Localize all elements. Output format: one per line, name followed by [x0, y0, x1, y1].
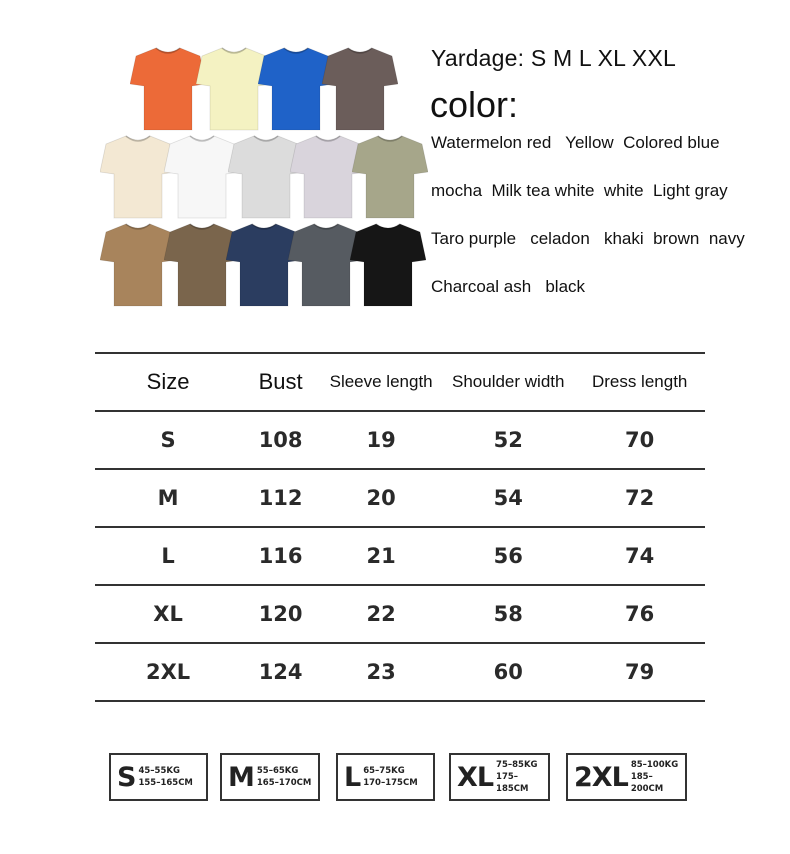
table-row: [95, 411, 705, 469]
cell-size: 2XL: [95, 643, 241, 701]
box-info: [631, 759, 679, 795]
tshirt-swatch-celadon: [352, 132, 428, 220]
weight-height-box-l: [336, 753, 435, 801]
cell-dress-length: 74: [574, 527, 705, 585]
cell-bust: 124: [241, 643, 320, 701]
size-chart-table: [95, 352, 705, 702]
weight-height-box-2xl: [566, 753, 687, 801]
weight-range: 45–55KG: [138, 766, 180, 776]
weight-height-box-s: [109, 753, 208, 801]
height-range: 175–185CM: [496, 772, 529, 794]
header-shoulder-width: Shoulder width: [442, 353, 574, 411]
box-size-label: S: [117, 761, 136, 793]
header-size: Size: [95, 353, 241, 411]
box-info: [496, 759, 542, 795]
cell-size: S: [95, 411, 241, 469]
tshirt-swatch-watermelon-red: [130, 44, 206, 132]
cell-bust: 112: [241, 469, 320, 527]
weight-range: 55–65KG: [256, 766, 299, 776]
cell-sleeve-length: 23: [320, 643, 442, 701]
tshirt-swatch-black: [350, 220, 426, 308]
table-header-row: [95, 353, 705, 411]
cell-size: XL: [95, 585, 241, 643]
cell-shoulder-width: 60: [442, 643, 574, 701]
cell-dress-length: 70: [574, 411, 705, 469]
cell-bust: 108: [241, 411, 320, 469]
tshirt-swatch-mocha: [322, 44, 398, 132]
color-line-2: mocha Milk tea white white Light gray: [431, 181, 728, 200]
table-row: [95, 527, 705, 585]
box-size-label: L: [344, 761, 361, 793]
height-range: 170–175CM: [363, 778, 418, 788]
box-size-label: XL: [457, 761, 494, 793]
tshirt-color-swatches: [96, 40, 436, 310]
box-size-label: M: [228, 761, 254, 793]
color-line-3: Taro purple celadon khaki brown navy: [431, 229, 745, 248]
header-dress-length: Dress length: [574, 353, 705, 411]
box-info: [257, 765, 311, 789]
cell-shoulder-width: 56: [442, 527, 574, 585]
cell-dress-length: 79: [574, 643, 705, 701]
cell-size: L: [95, 527, 241, 585]
cell-sleeve-length: 20: [320, 469, 442, 527]
table-row: [95, 469, 705, 527]
height-range: 165–170CM: [256, 778, 312, 788]
weight-range: 65–75KG: [363, 766, 405, 776]
header-bust: Bust: [241, 353, 320, 411]
cell-bust: 116: [241, 527, 320, 585]
cell-dress-length: 76: [574, 585, 705, 643]
cell-shoulder-width: 52: [442, 411, 574, 469]
header-sleeve-length: Sleeve length: [320, 353, 442, 411]
height-range: 185–200CM: [630, 772, 664, 794]
cell-sleeve-length: 19: [320, 411, 442, 469]
cell-sleeve-length: 21: [320, 527, 442, 585]
color-heading: color:: [430, 84, 519, 125]
weight-height-box-m: [220, 753, 320, 801]
height-range: 155–165CM: [138, 778, 193, 788]
cell-shoulder-width: 54: [442, 469, 574, 527]
cell-dress-length: 72: [574, 469, 705, 527]
weight-range: 85–100KG: [630, 760, 679, 770]
box-size-label: 2XL: [574, 761, 628, 793]
table-row: [95, 643, 705, 701]
cell-sleeve-length: 22: [320, 585, 442, 643]
table-row: [95, 585, 705, 643]
cell-size: M: [95, 469, 241, 527]
weight-height-box-xl: [449, 753, 550, 801]
box-info: [138, 765, 192, 789]
yardage-text: Yardage: S M L XL XXL: [431, 45, 676, 71]
cell-bust: 120: [241, 585, 320, 643]
cell-shoulder-width: 58: [442, 585, 574, 643]
weight-range: 75–85KG: [496, 760, 538, 770]
color-line-1: Watermelon red Yellow Colored blue: [431, 133, 720, 152]
color-line-4: Charcoal ash black: [431, 277, 586, 296]
box-info: [363, 765, 417, 789]
